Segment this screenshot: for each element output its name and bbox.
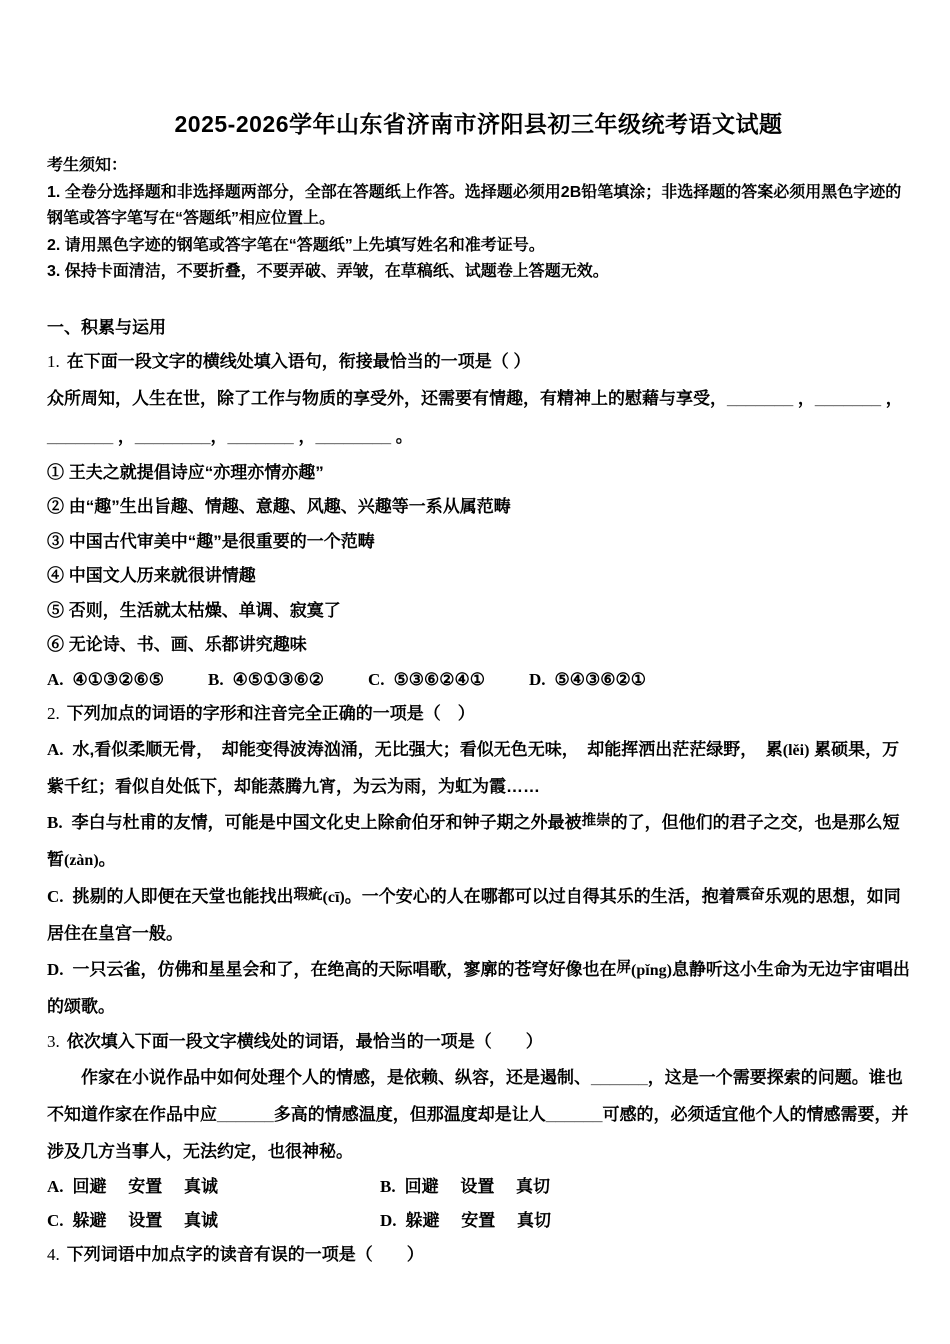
- option-letter: D.: [529, 669, 546, 689]
- q1-stem-text: 在下面一段文字的横线处填入语句，衔接最恰当的一项是（ ）: [66, 352, 531, 371]
- option-text: 回避 设置 真切: [404, 1177, 551, 1196]
- q4-stem: [47, 1238, 910, 1273]
- q3-passage: 作家在小说作品中如何处理个人的情感，是依赖、纵容，还是遏制、______，这是一个需要探索的问题。谁也不知道作家在作品中应______多高的情感温度，但那温度却是让人______可感的，必须适宜他个人的情感需要，并涉及几方当事人，无法约定，也很神秘。: [47, 1068, 909, 1161]
- notice-item-1: 1. 全卷分选择题和非选择题两部分，全部在答题纸上作答。选择题必须用2B铅笔填涂；非选择题的答案必须用黑色字迹的钢笔或答字笔写在“答题纸”相应位置上。: [47, 183, 902, 227]
- q4-number: 4.: [47, 1245, 60, 1264]
- page-title: 2025-2026学年山东省济南市济阳县初三年级统考语文试题: [174, 111, 783, 137]
- option-letter: C.: [47, 886, 64, 906]
- q3-option-d: [380, 1204, 713, 1238]
- option-letter: D.: [380, 1211, 397, 1230]
- q3-number: 3.: [47, 1031, 60, 1051]
- q3-stem-text: 依次填入下面一段文字横线处的词语，最恰当的一项是（ ）: [66, 1031, 543, 1051]
- option-text: 回避 安置 真诚: [72, 1177, 218, 1196]
- option-text: 躲避 设置 真诚: [72, 1211, 218, 1230]
- q3-options-row-2: [47, 1204, 910, 1238]
- option-sequence: ④①③②⑥⑤: [72, 669, 164, 689]
- q2-stem-text: 下列加点的词语的字形和注音完全正确的一项是（ ）: [66, 704, 475, 723]
- q1-option-a: [47, 663, 164, 698]
- option-text: 挑剔的人即便在天堂也能找出瑕疵(cī)。一个安心的人在哪都可以过自得其乐的生活，抱着震奋乐观的思想，如同居住在皇宫一般。: [47, 886, 901, 943]
- q1-item-2: ② 由“趣”生出旨趣、情趣、意趣、风趣、兴趣等一系从属范畴: [47, 497, 511, 516]
- q4-stem-text: 下列词语中加点字的读音有误的一项是（ ）: [66, 1245, 424, 1264]
- q1-item-5: ⑤ 否则，生活就太枯燥、单调、寂寞了: [47, 600, 341, 620]
- option-text: 李白与杜甫的友情，可能是中国文化史上除俞伯牙和钟子期之外最被推崇的了，但他们的君子之交，也是那么短暂(zàn)。: [47, 812, 900, 869]
- q3-options-grid: [47, 1170, 910, 1238]
- exam-body: [47, 311, 910, 1273]
- option-letter: B.: [207, 669, 224, 689]
- q1-number: 1.: [47, 352, 60, 371]
- q3-stem: [47, 1025, 910, 1060]
- option-letter: D.: [47, 959, 64, 979]
- notice-item-2: 2. 请用黑色字迹的钢笔或答字笔在“答题纸”上先填写姓名和准考证号。: [47, 236, 545, 254]
- section1-heading: 一、积累与运用: [47, 317, 166, 337]
- q1-item-4: ④ 中国文人历来就很讲情趣: [47, 566, 256, 585]
- q1-option-b: [208, 663, 324, 698]
- option-text: 水,看似柔顺无骨， 却能变得波涛汹涌，无比强大；看似无色无味， 却能挥洒出茫茫绿野， 累(lěi) 累硕果，万紫千红；看似自处低下，却能蒸腾九宵，为云为雨，为虹为霞……: [47, 739, 900, 796]
- q2-option-a: [47, 732, 910, 805]
- q1-item-6: ⑥ 无论诗、书、画、乐都讲究趣味: [47, 635, 307, 654]
- q1-option-d: [529, 663, 646, 698]
- q3-option-c: [47, 1204, 380, 1238]
- q2-option-d: [47, 952, 910, 1025]
- option-letter: A.: [47, 669, 64, 689]
- notice-heading: 考生须知：: [47, 157, 128, 174]
- q2-option-c: [47, 879, 910, 952]
- option-letter: A.: [47, 1177, 64, 1196]
- q3-option-b: [380, 1170, 713, 1204]
- q2-option-b: [47, 805, 910, 879]
- option-letter: B.: [47, 812, 63, 832]
- option-letter: C.: [368, 669, 385, 689]
- option-sequence: ④⑤①③⑥②: [232, 669, 325, 689]
- q1-item-3: ③ 中国古代审美中“趣”是很重要的一个范畴: [47, 531, 375, 551]
- q1-passage: 众所周知，人生在世，除了工作与物质的享受外，还需要有情趣，有精神上的慰藉与享受，_______ ，_______ ，_______ ，________，_______ ，________ 。: [47, 388, 903, 446]
- q1-item-1: ① 王夫之就提倡诗应“亦理亦情亦趣”: [47, 462, 324, 482]
- q2-stem: [47, 697, 910, 732]
- q1-options-row: [47, 663, 910, 698]
- option-text: 一只云雀，仿佛和星星会和了，在绝高的天际唱歌，寥廓的苍穹好像也在屏(pǐng)息静听这小生命为无边宇宙唱出的颂歌。: [47, 959, 910, 1016]
- notice-block: [47, 153, 910, 286]
- q3-options-row-1: [47, 1170, 910, 1204]
- option-sequence: ⑤③⑥②④①: [393, 669, 486, 689]
- option-letter: B.: [380, 1177, 396, 1196]
- q2-number: 2.: [47, 704, 60, 723]
- q1-option-c: [368, 663, 485, 698]
- option-letter: C.: [47, 1211, 64, 1230]
- option-text: 躲避 安置 真切: [405, 1211, 551, 1230]
- q3-option-a: [47, 1170, 380, 1204]
- q2-options-block: [47, 732, 910, 1025]
- option-sequence: ⑤④③⑥②①: [554, 669, 646, 689]
- q1-stem: [47, 345, 910, 380]
- option-letter: A.: [47, 739, 64, 759]
- notice-item-3: 3. 保持卡面清洁，不要折叠，不要弄破、弄皱，在草稿纸、试题卷上答题无效。: [47, 263, 609, 280]
